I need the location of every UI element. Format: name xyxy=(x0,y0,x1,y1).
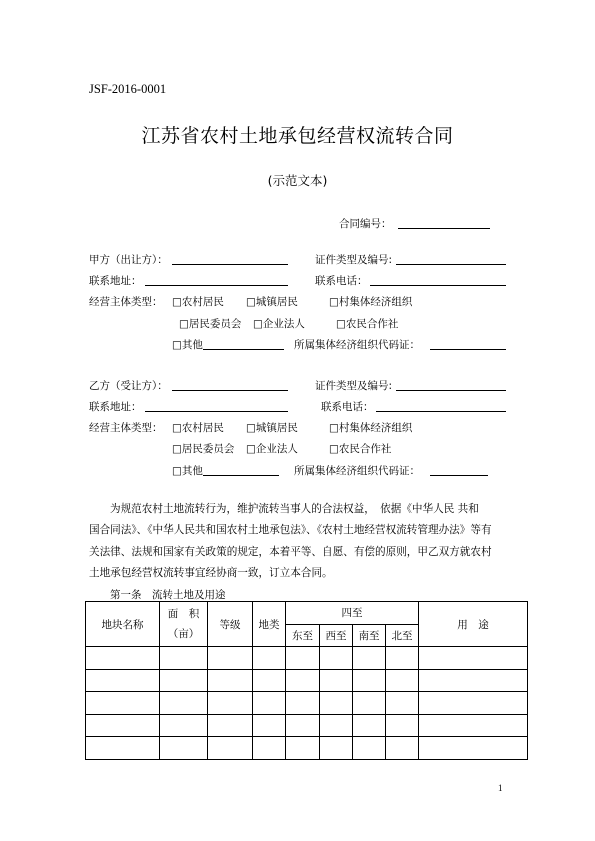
table-cell[interactable] xyxy=(320,669,353,692)
table-cell[interactable] xyxy=(160,669,208,692)
table-cell[interactable] xyxy=(160,737,208,760)
table-cell[interactable] xyxy=(320,714,353,737)
party-b-option-other[interactable]: □其他 xyxy=(172,465,203,477)
table-cell[interactable] xyxy=(353,692,386,715)
header-land-name: 地块名称 xyxy=(86,602,160,647)
table-cell[interactable] xyxy=(86,737,160,760)
page-title: 江苏省农村土地承包经营权流转合同 xyxy=(141,125,454,147)
party-b-address-field[interactable] xyxy=(145,411,288,412)
page-subtitle: (示范文本) xyxy=(267,173,328,188)
preamble-line-3: 关法律、法规和国家有关政策的规定，本着平等、自愿、有偿的原则，甲乙双方就农村 xyxy=(89,545,492,558)
party-b-other-field[interactable] xyxy=(203,475,279,476)
party-b-code-label: 所属集体经济组织代码证： xyxy=(294,465,420,477)
party-b-option-coop[interactable]: □农民合作社 xyxy=(329,443,392,455)
table-cell[interactable] xyxy=(208,647,253,670)
table-cell[interactable] xyxy=(286,647,320,670)
table-cell[interactable] xyxy=(419,647,528,670)
header-use: 用 途 xyxy=(419,602,528,647)
article-1-title: 第一条 流转土地及用途 xyxy=(110,589,226,601)
contract-number-label: 合同编号： xyxy=(339,218,392,230)
party-b-name-field[interactable] xyxy=(172,390,288,391)
table-cell[interactable] xyxy=(86,669,160,692)
header-area-label: 面 积 xyxy=(167,608,200,620)
table-row xyxy=(86,737,528,760)
party-a-option-enterprise[interactable]: □企业法人 xyxy=(253,318,305,330)
table-cell[interactable] xyxy=(253,737,286,760)
party-b-phone-field[interactable] xyxy=(376,411,506,412)
party-b-id-label: 证件类型及编号: xyxy=(315,380,393,392)
table-cell[interactable] xyxy=(86,714,160,737)
party-a-option-other[interactable]: □其他 xyxy=(172,339,203,351)
preamble-line-2: 国合同法》、《中华人民共和国农村土地承包法》、《农村土地经营权流转管理办法》等有 xyxy=(89,524,492,537)
page-number: 1 xyxy=(498,783,503,793)
party-a-type-label: 经营主体类型： xyxy=(89,296,163,308)
party-a-option-committee[interactable]: □居民委员会 xyxy=(179,318,242,330)
header-grade: 等级 xyxy=(208,602,253,647)
table-cell[interactable] xyxy=(386,647,419,670)
table-row xyxy=(86,669,528,692)
table-cell[interactable] xyxy=(208,692,253,715)
table-cell[interactable] xyxy=(286,692,320,715)
table-cell[interactable] xyxy=(419,737,528,760)
table-cell[interactable] xyxy=(160,647,208,670)
party-a-other-field[interactable] xyxy=(203,349,284,350)
table-cell[interactable] xyxy=(386,714,419,737)
table-cell[interactable] xyxy=(419,692,528,715)
header-boundaries: 四至 xyxy=(286,602,419,625)
table-row xyxy=(86,714,528,737)
party-a-option-villager[interactable]: □农村居民 xyxy=(172,296,224,308)
table-cell[interactable] xyxy=(160,714,208,737)
header-east: 东至 xyxy=(286,624,320,647)
document-code: JSF-2016-0001 xyxy=(89,82,167,96)
header-west: 西至 xyxy=(320,624,353,647)
table-cell[interactable] xyxy=(253,647,286,670)
party-b-phone-label: 联系电话： xyxy=(321,401,374,413)
preamble-line-4: 土地承包经营权流转事宜经协商一致，订立本合同。 xyxy=(89,566,333,579)
party-b-id-field[interactable] xyxy=(396,390,506,391)
party-b-address-label: 联系地址： xyxy=(89,401,142,413)
table-row xyxy=(86,692,528,715)
party-a-id-label: 证件类型及编号: xyxy=(315,254,393,266)
party-a-option-collective[interactable]: □村集体经济组织 xyxy=(329,296,413,308)
table-cell[interactable] xyxy=(320,737,353,760)
header-area xyxy=(160,602,208,647)
party-a-option-town[interactable]: □城镇居民 xyxy=(246,296,298,308)
table-cell[interactable] xyxy=(86,647,160,670)
table-cell[interactable] xyxy=(353,647,386,670)
table-cell[interactable] xyxy=(353,737,386,760)
preamble-paragraph xyxy=(89,499,507,584)
party-a-option-coop[interactable]: □农民合作社 xyxy=(336,318,399,330)
table-cell[interactable] xyxy=(253,692,286,715)
party-a-phone-label: 联系电话： xyxy=(315,275,368,287)
party-b-option-villager[interactable]: □农村居民 xyxy=(172,422,224,434)
party-a-name-label: 甲方（出让方）： xyxy=(89,254,168,266)
table-cell[interactable] xyxy=(253,714,286,737)
party-b-option-committee[interactable]: □居民委员会 xyxy=(172,443,235,455)
table-cell[interactable] xyxy=(353,714,386,737)
table-cell[interactable] xyxy=(208,669,253,692)
party-a-address-label: 联系地址： xyxy=(89,275,142,287)
party-a-code-field[interactable] xyxy=(430,349,506,350)
table-cell[interactable] xyxy=(160,692,208,715)
table-cell[interactable] xyxy=(253,669,286,692)
party-a-phone-field[interactable] xyxy=(370,285,506,286)
preamble-line-1: 为规范农村土地流转行为，维护流转当事人的合法权益， 依据《中华人民 共和 xyxy=(110,503,479,515)
party-b-option-enterprise[interactable]: □企业法人 xyxy=(246,443,298,455)
table-cell[interactable] xyxy=(320,692,353,715)
table-cell[interactable] xyxy=(353,669,386,692)
party-a-name-field[interactable] xyxy=(172,264,288,265)
table-cell[interactable] xyxy=(86,692,160,715)
table-cell[interactable] xyxy=(419,714,528,737)
party-b-code-field[interactable] xyxy=(430,475,488,476)
table-cell[interactable] xyxy=(386,692,419,715)
table-cell[interactable] xyxy=(386,737,419,760)
party-b-option-collective[interactable]: □村集体经济组织 xyxy=(329,422,413,434)
party-a-id-field[interactable] xyxy=(396,264,506,265)
table-cell[interactable] xyxy=(208,714,253,737)
table-cell[interactable] xyxy=(286,669,320,692)
header-area-unit: （亩） xyxy=(167,628,200,640)
table-cell[interactable] xyxy=(286,737,320,760)
header-land-type: 地类 xyxy=(253,602,286,647)
land-table xyxy=(85,601,528,760)
table-cell[interactable] xyxy=(419,669,528,692)
table-cell[interactable] xyxy=(208,737,253,760)
header-north: 北至 xyxy=(386,624,419,647)
contract-number-field[interactable] xyxy=(398,228,490,229)
header-south: 南至 xyxy=(353,624,386,647)
party-a-address-field[interactable] xyxy=(145,285,288,286)
party-b-name-label: 乙方（受让方）： xyxy=(89,380,168,392)
table-cell[interactable] xyxy=(386,669,419,692)
table-cell[interactable] xyxy=(320,647,353,670)
party-a-code-label: 所属集体经济组织代码证： xyxy=(294,339,420,351)
table-row xyxy=(86,647,528,670)
table-cell[interactable] xyxy=(286,714,320,737)
party-b-type-label: 经营主体类型： xyxy=(89,422,163,434)
party-b-option-town[interactable]: □城镇居民 xyxy=(246,422,298,434)
